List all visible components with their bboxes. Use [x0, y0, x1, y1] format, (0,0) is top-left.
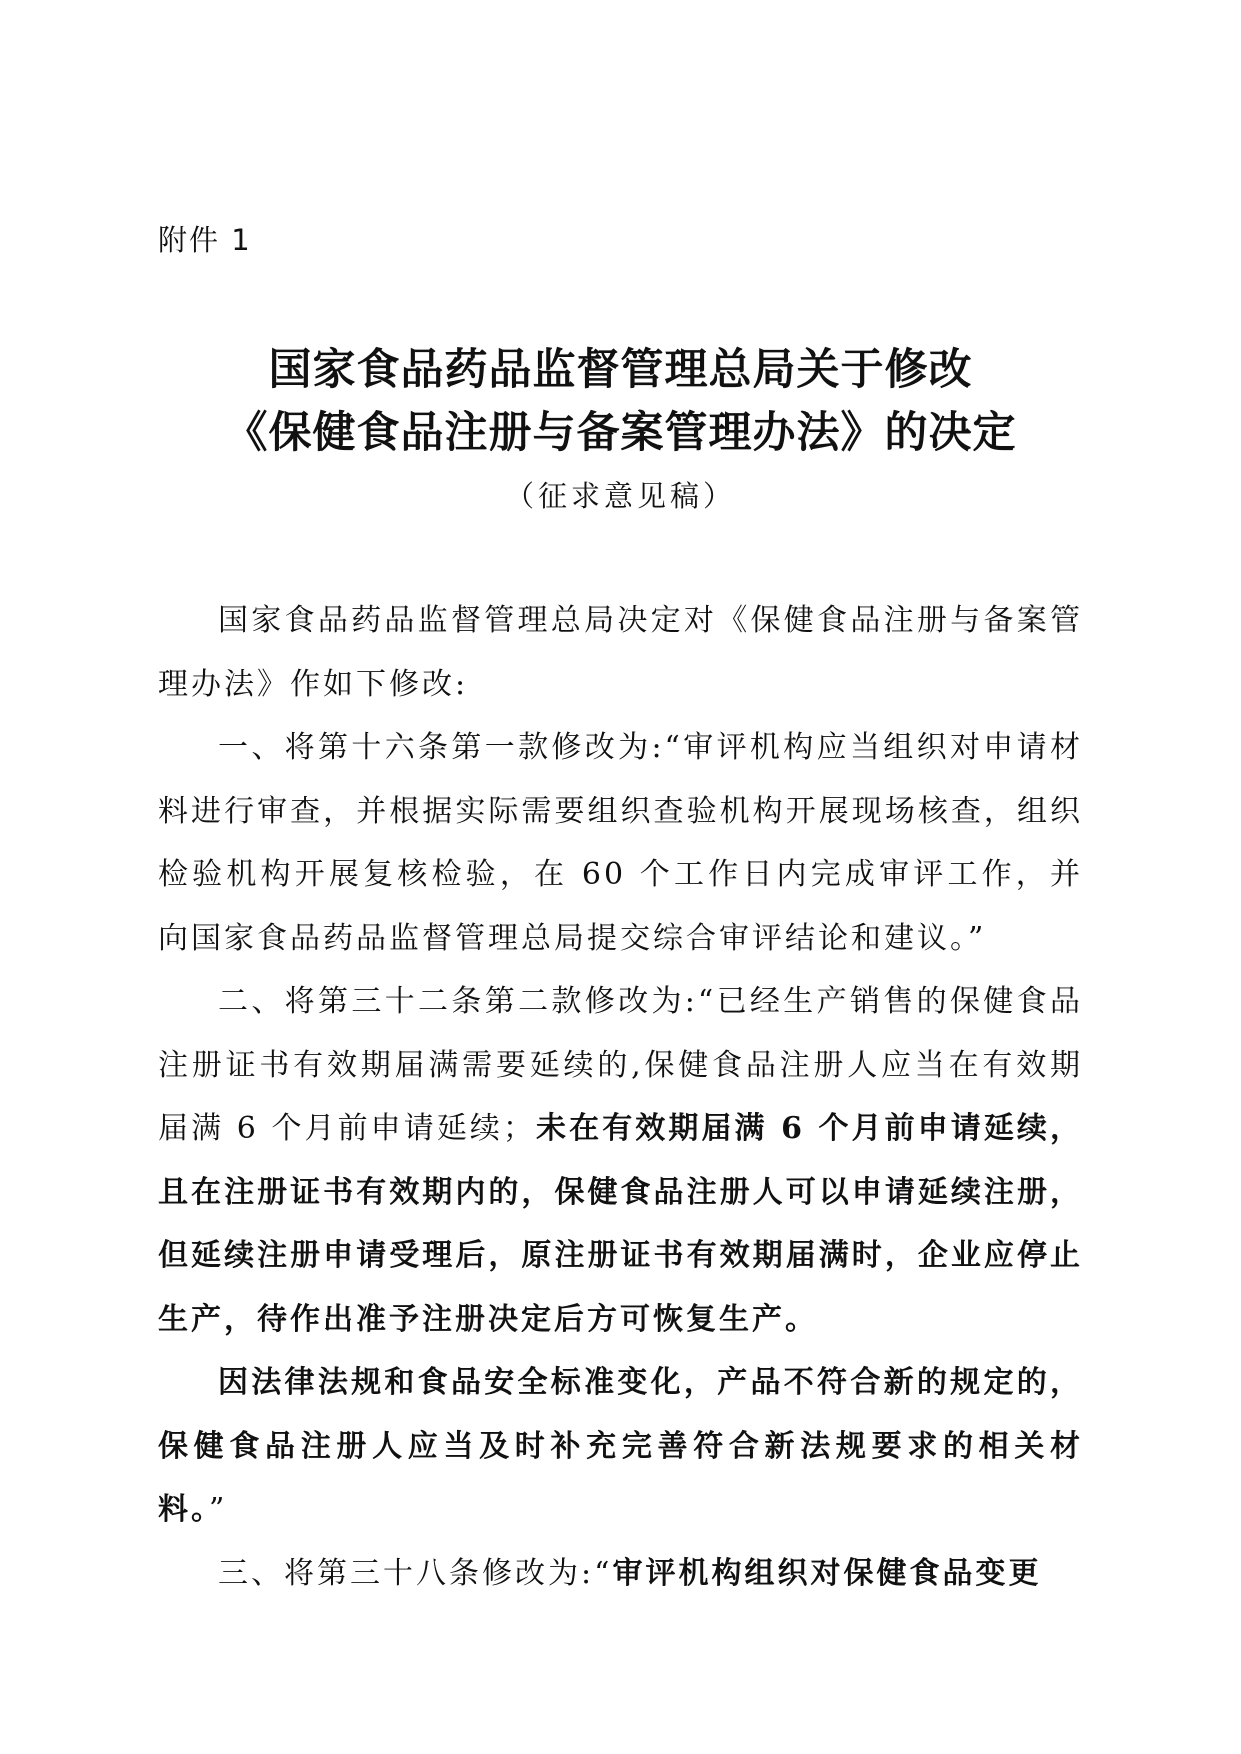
item-3-text: 三、将第三十八条修改为:“ — [218, 1555, 613, 1591]
item-2-text: 二、将第三十二条第二款修改为:“已经生产销售的保健食品注册证书有效期届满需要延续的,保健食品注册人应当在有效期届满 6 个月前申请延续； — [158, 984, 1083, 1146]
attachment-label: 附件 1 — [158, 223, 252, 257]
intro-paragraph: 国家食品药品监督管理总局决定对《保健食品注册与备案管理办法》作如下修改: — [158, 603, 1083, 702]
item-2-paragraph — [158, 970, 1083, 1351]
item-1-paragraph: 一、将第十六条第一款修改为:“审评机构应当组织对申请材料进行审查，并根据实际需要组织查验机构开展现场核查，组织检验机构开展复核检验，在 60 个工作日内完成审评工作，并向国家食品药品监督管理总局提交综合审评结论和建议。” — [158, 730, 1083, 956]
item-3-bold-text: 审评机构组织对保健食品变更 — [612, 1555, 1042, 1591]
item-2-continuation-bold-text: 因法律法规和食品安全标准变化，产品不符合新的规定的，保健食品注册人应当及时补充完善符合新法规要求的相关材料。 — [158, 1365, 1083, 1527]
item-2-continuation-paragraph — [158, 1351, 1083, 1542]
document-body — [158, 589, 1083, 1605]
item-3-paragraph — [158, 1542, 1083, 1606]
document-title-line-2: 《保健食品注册与备案管理办法》的决定 — [224, 408, 1017, 458]
document-title-line-1: 国家食品药品监督管理总局关于修改 — [268, 345, 973, 395]
item-2-bold-text: 未在有效期届满 6 个月前申请延续，且在注册证书有效期内的，保健食品注册人可以申请延续注册，但延续注册申请受理后，原注册证书有效期届满时，企业应停止生产，待作出准予注册决定后方可恢复生产。 — [158, 1111, 1083, 1337]
closing-quote: ” — [209, 1492, 228, 1527]
document-subtitle: （征求意见稿） — [504, 479, 736, 513]
